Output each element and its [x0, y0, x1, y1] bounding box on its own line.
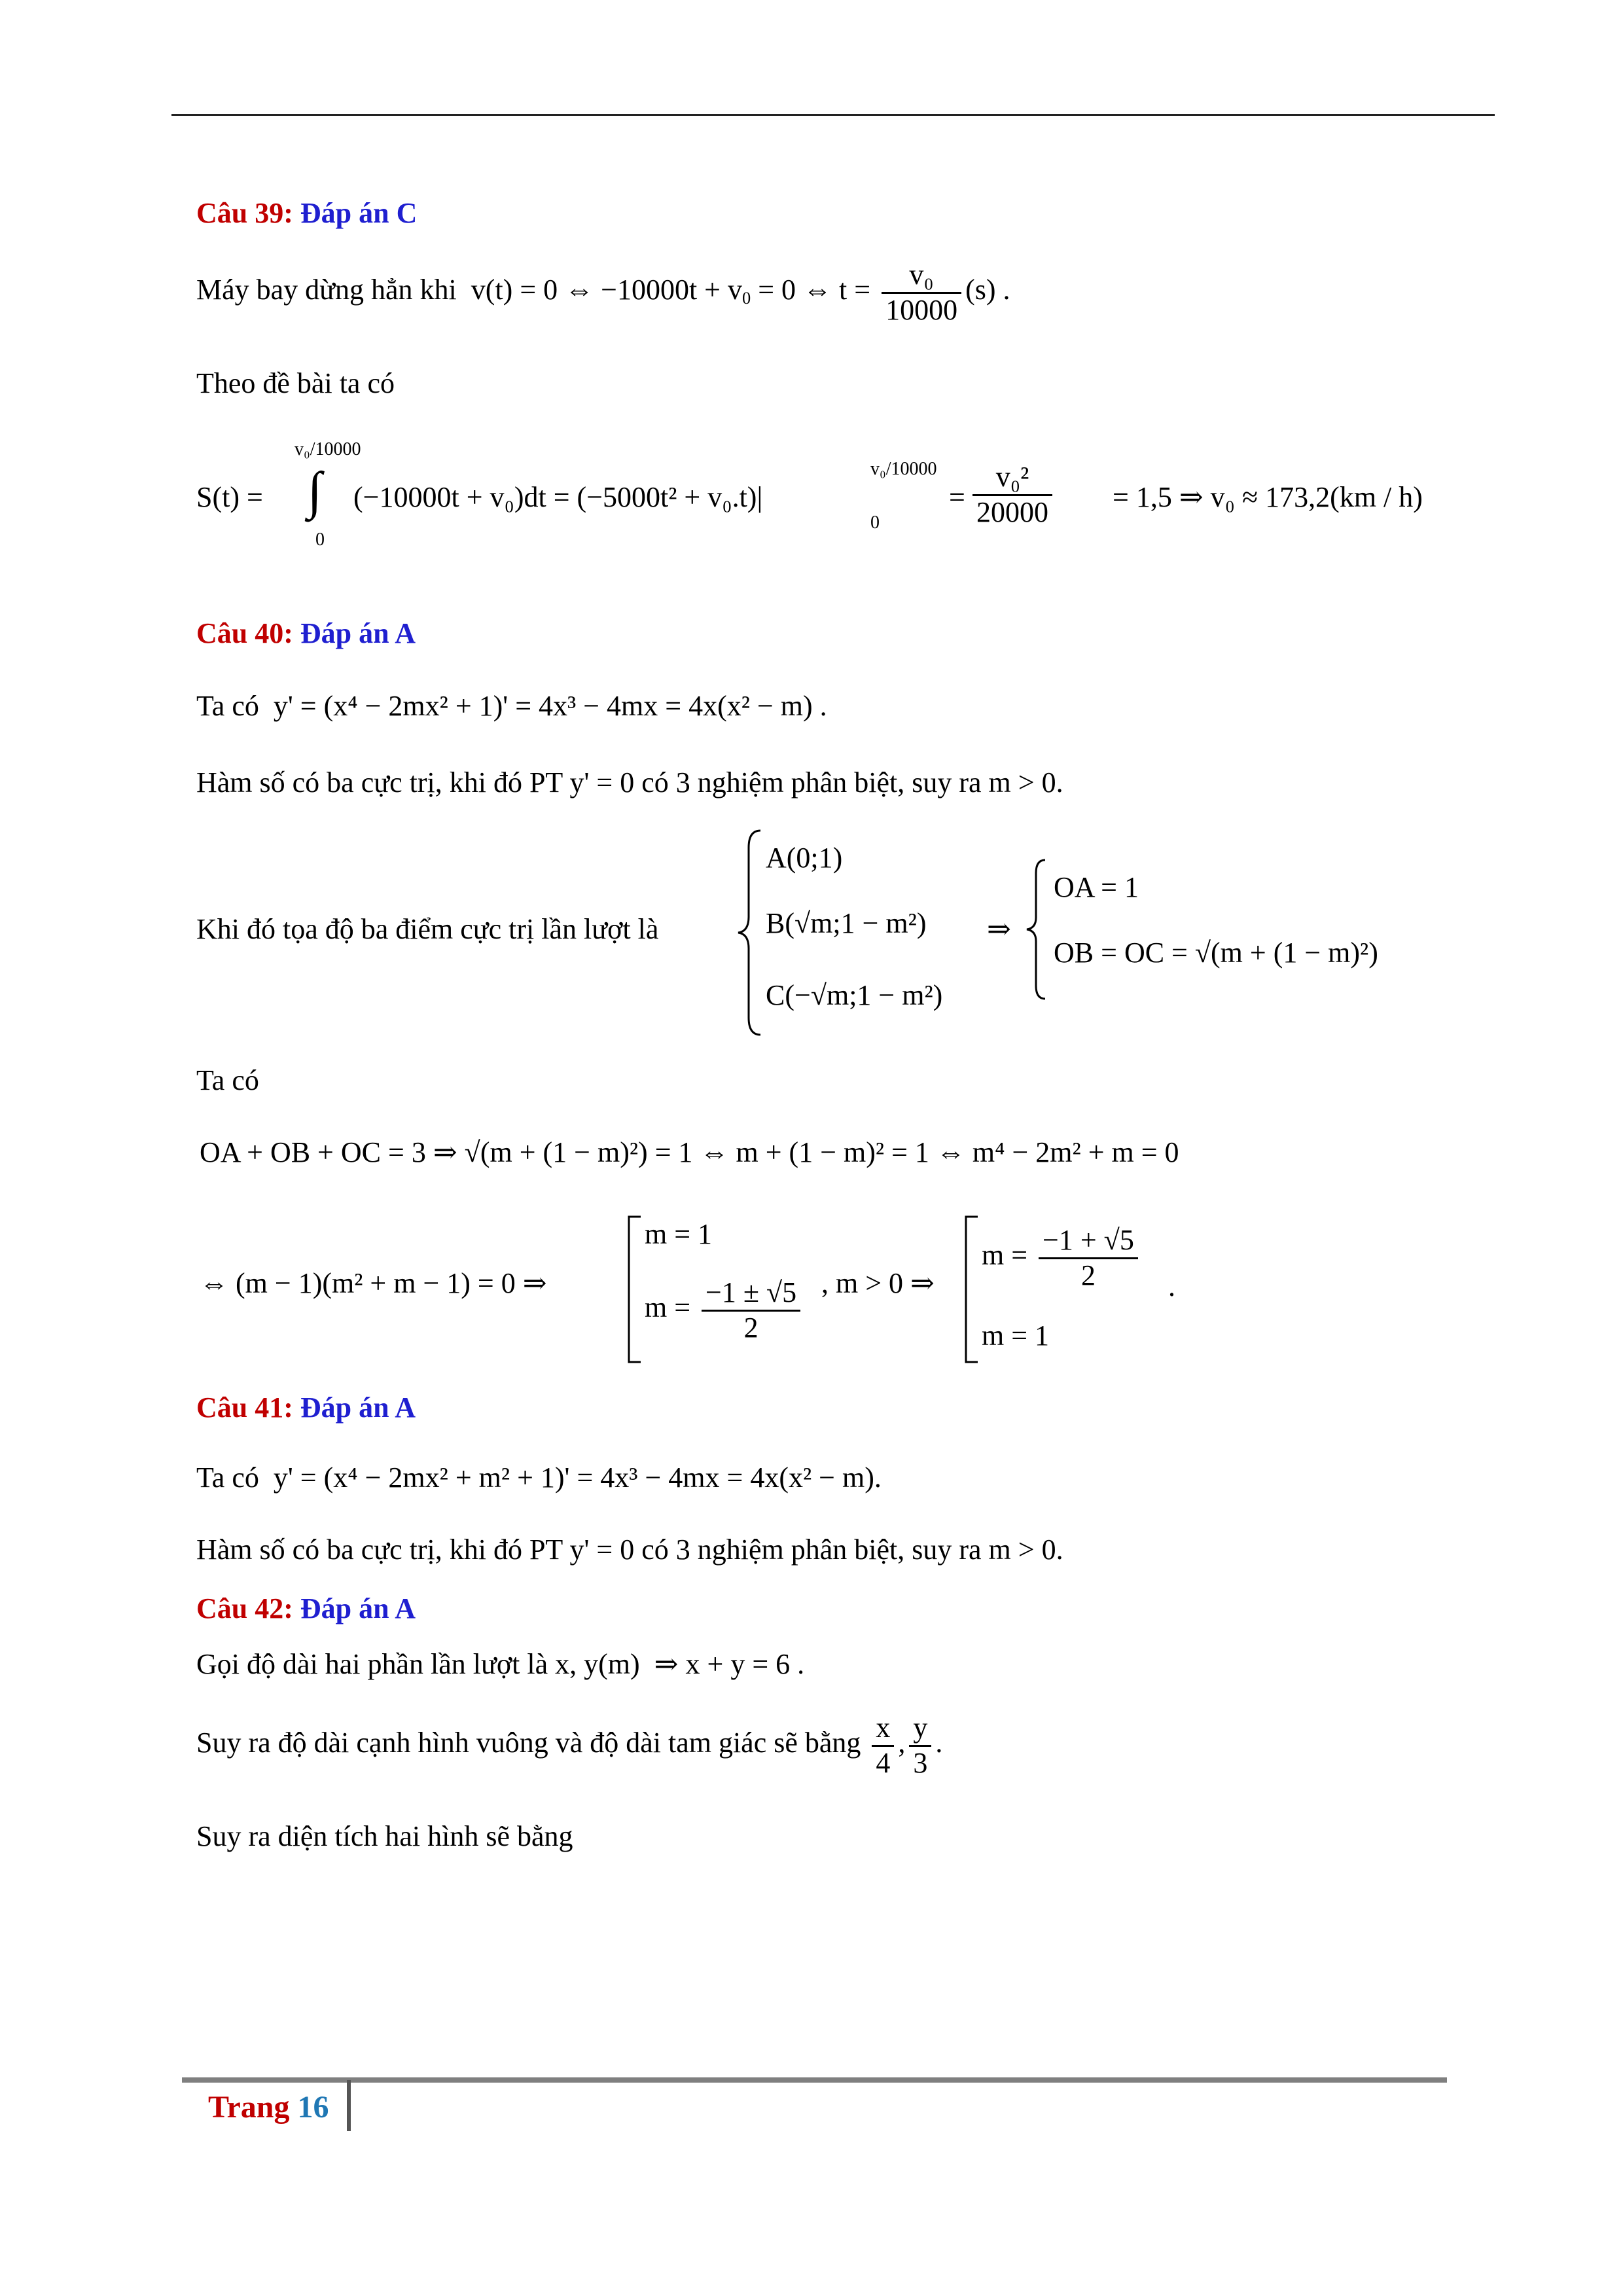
q42-header: Câu 42: Đáp án A [196, 1592, 416, 1624]
case-m-quadratic: m = $\frac{-1 \pm √5}{2}$ [645, 1276, 804, 1344]
oa-value: OA = 1 [1054, 871, 1139, 903]
q40-result-brace [1024, 857, 1050, 1001]
q40-sum-equation: OA + OB + OC = 3 ⇒ √(m + (1 − m)²) = 1 ⇔ m + (1 − m)² = 1 ⇔ m⁴ − 2m² + m = 0 [200, 1136, 1179, 1168]
q41-derivative: Ta có y' = (x⁴ − 2mx² + m² + 1)' = 4x³ − 4mx = 4x(x² − m). [196, 1462, 882, 1494]
point-a: A(0;1) [766, 842, 843, 874]
q40-coords-text: Khi đó tọa độ ba điểm cực trị lần lượt là [196, 913, 659, 945]
q40-implies: ⇒ [987, 913, 1011, 945]
q39-v0-fraction: $\frac{\text{v₀²}}{20000}$ [972, 461, 1052, 529]
q40-final-bracket [962, 1214, 982, 1372]
q40-header: Câu 40: Đáp án A [196, 617, 416, 649]
q41-header: Câu 41: Đáp án A [196, 1391, 416, 1424]
left-brace-icon [734, 828, 767, 1037]
point-c: C(−√m;1 − m²) [766, 979, 943, 1011]
q39-t-fraction: $\frac{\text{v₀}}{10000}$ [882, 259, 961, 327]
q40-case-bracket [625, 1214, 645, 1372]
q40-derivative: Ta có y' = (x⁴ − 2mx² + 1)' = 4x³ − 4mx = 4x(x² − m) . [196, 690, 827, 722]
q39-line2: Theo đề bài ta có [196, 367, 395, 399]
case-m-equals-1: m = 1 [645, 1218, 713, 1250]
final-m-root: m = $\frac{-1 + √5}{2}$ [982, 1224, 1142, 1292]
integral-sign: ∫ [308, 462, 322, 520]
q40-points-brace [734, 828, 767, 1037]
left-bracket-icon [962, 1214, 982, 1365]
q40-condition: Hàm số có ba cực trị, khi đó PT y' = 0 có 3 nghiệm phân biệt, suy ra m > 0. [196, 766, 1063, 798]
q39-header: Câu 39: Đáp án C [196, 197, 418, 229]
footer-rule [182, 2077, 1447, 2083]
left-brace-icon [1024, 857, 1050, 1001]
q42-line3: Suy ra diện tích hai hình sẽ bằng [196, 1820, 573, 1852]
q42-line2: Suy ra độ dài cạnh hình vuông và độ dài tam giác sẽ bằng $\frac{x}{4}$ , $\frac{y}{3}$ . [196, 1712, 943, 1779]
header-rule [171, 114, 1495, 116]
footer-divider [347, 2080, 351, 2131]
q40-period: . [1168, 1270, 1175, 1302]
q40-factor: ⇔ (m − 1)(m² + m − 1) = 0 ⇒ [200, 1267, 547, 1299]
q40-taco: Ta có [196, 1064, 259, 1096]
ob-oc-value: OB = OC = √(m + (1 − m)²) [1054, 937, 1378, 969]
q39-line1: Máy bay dừng hẳn khi v(t) = 0 ⇔ $-10000t + v_0 = 0$ ⇔ t = $\frac{\text{v₀}}{10000}$ (s) . [196, 259, 1010, 326]
left-bracket-icon [625, 1214, 645, 1365]
final-m-equals-1: m = 1 [982, 1319, 1050, 1352]
q41-condition: Hàm số có ba cực trị, khi đó PT y' = 0 có 3 nghiệm phân biệt, suy ra m > 0. [196, 1534, 1063, 1566]
q40-cond-m-positive: , m > 0 ⇒ [821, 1267, 935, 1299]
q42-line1: Gọi độ dài hai phần lần lượt là x, y(m) ⇒ x + y = 6 . [196, 1648, 805, 1680]
page-number: Trang 16 [208, 2090, 329, 2125]
point-b: B(√m;1 − m²) [766, 907, 927, 939]
